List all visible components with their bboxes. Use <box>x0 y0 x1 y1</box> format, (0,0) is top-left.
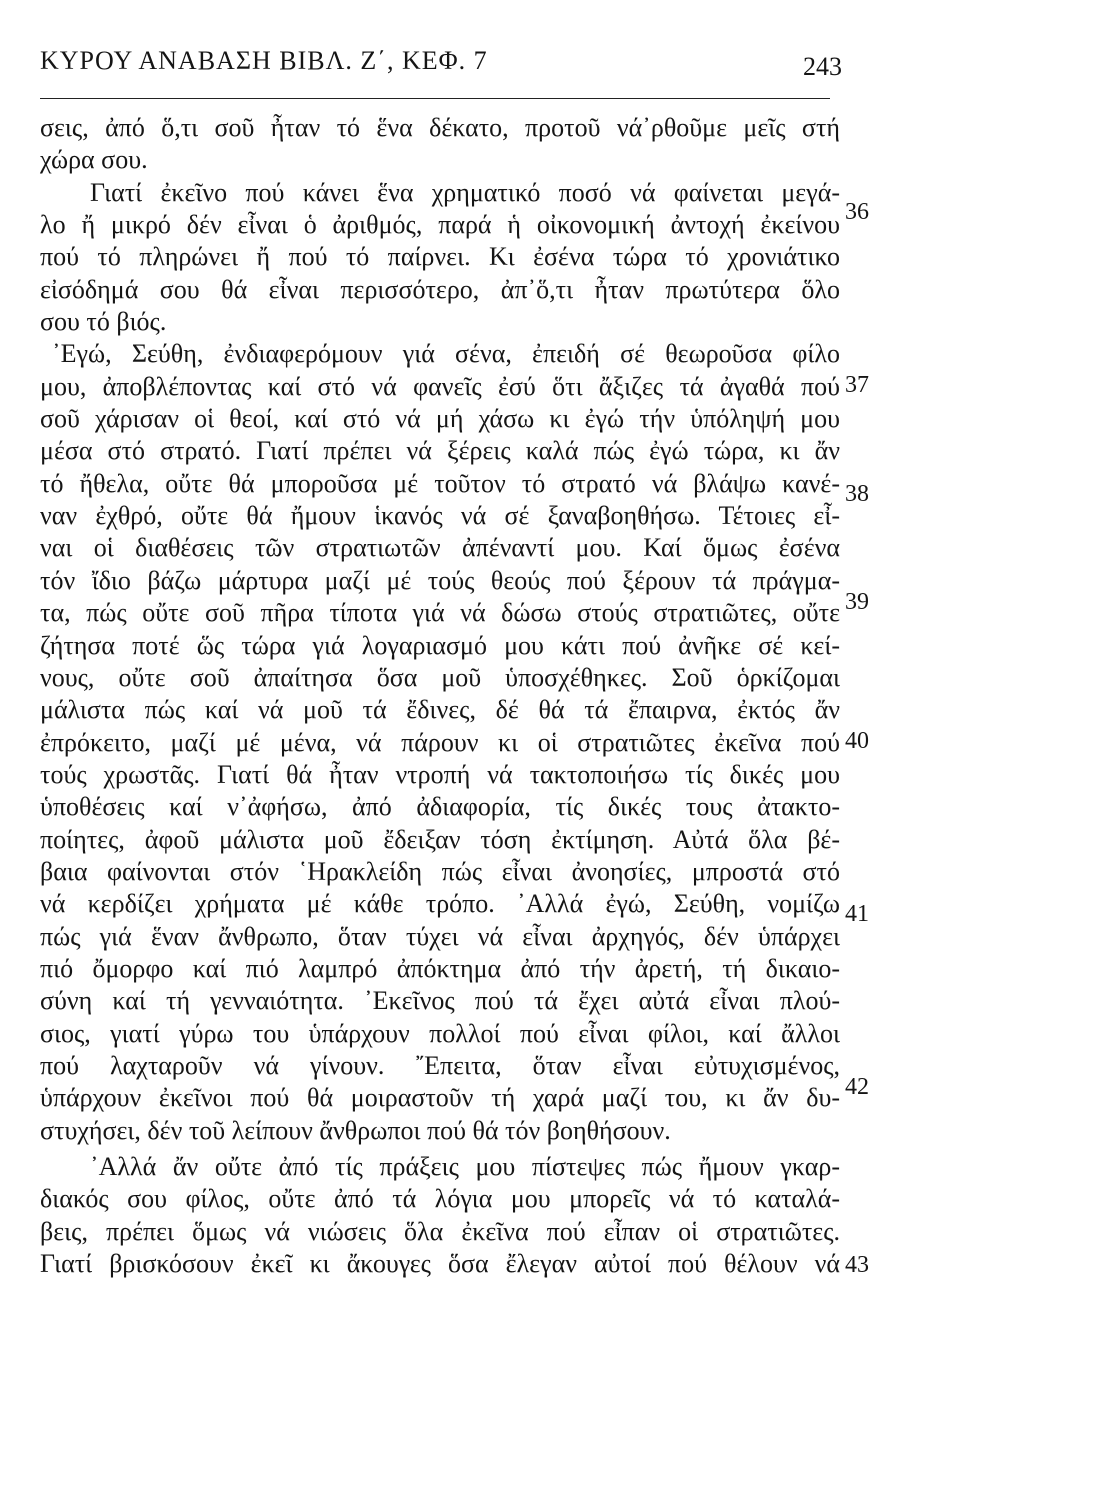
text-line: τό ἤθελα, οὔτε θά μποροῦσα μέ τοῦτον τό στρατό νά βλάψω κανέ- <box>40 468 840 498</box>
text-line: ἐπρόκειτο, μαζί μέ μένα, νά πάρουν κι οἱ στρατιῶτες ἐκεῖνα πού <box>40 727 840 757</box>
text-line: μάλιστα πώς καί νά μοῦ τά ἔδινες, δέ θά τά ἔπαιρνα, ἐκτός ἄν <box>40 695 840 725</box>
text-line: νά κερδίζει χρήματα μέ κάθε τρόπο. ᾽Αλλά ἐγώ, Σεύθη, νομίζω <box>40 889 840 919</box>
section-number-36: 36 <box>845 199 869 225</box>
text-line: εἰσόδημά σου θά εἶναι περισσότερο, ἀπ᾽ὅ,τι ἦταν πρωτύτερα ὅλο <box>40 274 840 304</box>
text-line: σεις, ἀπό ὅ,τι σοῦ ἦταν τό ἕνα δέκατο, προτοῦ νά᾽ρθοῦμε μεῖς στή <box>40 113 840 142</box>
text-line: σοῦ χάρισαν οἱ θεοί, καί στό νά μή χάσω κι ἐγώ τήν ὑπόληψή μου <box>40 404 840 434</box>
section-number-41: 41 <box>845 901 869 927</box>
text-line: ζήτησα ποτέ ὥς τώρα γιά λογαριασμό μου κάτι πού ἀνῆκε σέ κεί- <box>40 630 840 660</box>
section-number-42: 42 <box>845 1074 869 1100</box>
text-line: βεις, πρέπει ὅμως νά νιώσεις ὅλα ἐκεῖνα πού εἶπαν οἱ στρατιῶτες. <box>40 1216 840 1246</box>
text-line: τα, πώς οὔτε σοῦ πῆρα τίποτα γιά νά δώσω στούς στρατιῶτες, οὔτε <box>40 598 840 628</box>
text-line: ναν ἐχθρό, οὔτε θά ἤμουν ἱκανός νά σέ ξαναβοηθήσω. Τέτοιες εἶ- <box>40 501 840 531</box>
text-line: σιος, γιατί γύρω του ὑπάρχουν πολλοί πού εἶναι φίλοι, καί ἄλλοι <box>40 1018 840 1048</box>
text-line: πιό ὄμορφο καί πιό λαμπρό ἀπόκτημα ἀπό τήν ἀρετή, τή δικαιο- <box>40 953 840 983</box>
text-line: νους, οὔτε σοῦ ἀπαίτησα ὅσα μοῦ ὑποσχέθηκες. Σοῦ ὁρκίζομαι <box>40 662 840 692</box>
text-line: ποίητες, ἀφοῦ μάλιστα μοῦ ἔδειξαν τόση ἐκτίμηση. Αὐτά ὅλα βέ- <box>40 824 840 854</box>
text-line: χώρα σου. <box>40 145 148 175</box>
text-line: ναι οἱ διαθέσεις τῶν στρατιωτῶν ἀπέναντί μου. Καί ὅμως ἐσένα <box>40 533 840 563</box>
section-number-38: 38 <box>845 481 869 507</box>
text-line: λο ἤ μικρό δέν εἶναι ὁ ἀριθμός, παρά ἡ οἰκονομική ἀντοχή ἐκείνου <box>40 210 840 240</box>
page-header <box>40 40 842 99</box>
text-line: ᾽Εγώ, Σεύθη, ἐνδιαφερόμουν γιά σένα, ἐπειδή σέ θεωροῦσα φίλο <box>52 339 840 369</box>
text-line: πώς γιά ἕναν ἄνθρωπο, ὅταν τύχει νά εἶναι ἀρχηγός, δέν ὑπάρχει <box>40 921 840 951</box>
text-line: Γιατί ἐκεῖνο πού κάνει ἕνα χρηματικό ποσό νά φαίνεται μεγά- <box>90 177 840 207</box>
text-line: μου, ἀποβλέποντας καί στό νά φανεῖς ἐσύ ὅτι ἄξιζες τά ἀγαθά πού <box>40 371 840 401</box>
text-line: πού τό πληρώνει ἤ πού τό παίρνει. Κι ἐσένα τώρα τό χρονιάτικο <box>40 242 840 272</box>
text-line: τούς χρωστᾶς. Γιατί θά ἦταν ντροπή νά τακτοποιήσω τίς δικές μου <box>40 759 840 789</box>
body-text <box>40 112 840 1280</box>
text-line: βαια φαίνονται στόν ῾Ηρακλείδη πώς εἶναι ἀνοησίες, μπροστά στό <box>40 856 840 886</box>
text-line: πού λαχταροῦν νά γίνουν. ῎Επειτα, ὅταν εἶναι εὐτυχισμένος, <box>40 1050 840 1080</box>
text-line: σου τό βιός. <box>40 307 167 337</box>
section-number-39: 39 <box>845 589 869 615</box>
text-line: ᾽Αλλά ἄν οὔτε ἀπό τίς πράξεις μου πίστεψες πώς ἤμουν γκαρ- <box>90 1152 840 1181</box>
text-line: ὑπάρχουν ἐκεῖνοι πού θά μοιραστοῦν τή χαρά μαζί του, κι ἄν δυ- <box>40 1083 840 1113</box>
page-number: 243 <box>803 52 842 81</box>
text-line: Γιατί βρισκόσουν ἐκεῖ κι ἄκουγες ὅσα ἔλεγαν αὐτοί πού θέλουν νά <box>40 1249 840 1279</box>
text-line: ὑποθέσεις καί ν᾽ἀφήσω, ἀπό ἀδιαφορία, τίς δικές τους ἀτακτο- <box>40 792 840 822</box>
text-line: στυχήσει, δέν τοῦ λείπουν ἄνθρωποι πού θά τόν βοηθήσουν. <box>40 1115 671 1145</box>
running-title: ΚΥΡΟΥ ΑΝΑΒΑΣΗ ΒΙΒΛ. Ζ΄, ΚΕΦ. 7 <box>40 46 488 75</box>
section-number-37: 37 <box>845 372 869 398</box>
text-line: σύνη καί τή γενναιότητα. ᾽Εκεῖνος πού τά ἔχει αὐτά εἶναι πλού- <box>40 986 840 1016</box>
section-number-40: 40 <box>845 728 869 754</box>
text-line: τόν ἴδιο βάζω μάρτυρα μαζί μέ τούς θεούς πού ξέρουν τά πράγμα- <box>40 565 840 595</box>
text-line: μέσα στό στρατό. Γιατί πρέπει νά ξέρεις καλά πώς ἐγώ τώρα, κι ἄν <box>40 436 840 466</box>
section-number-43: 43 <box>845 1252 869 1278</box>
text-line: διακός σου φίλος, οὔτε ἀπό τά λόγια μου μπορεῖς νά τό καταλά- <box>40 1184 840 1214</box>
